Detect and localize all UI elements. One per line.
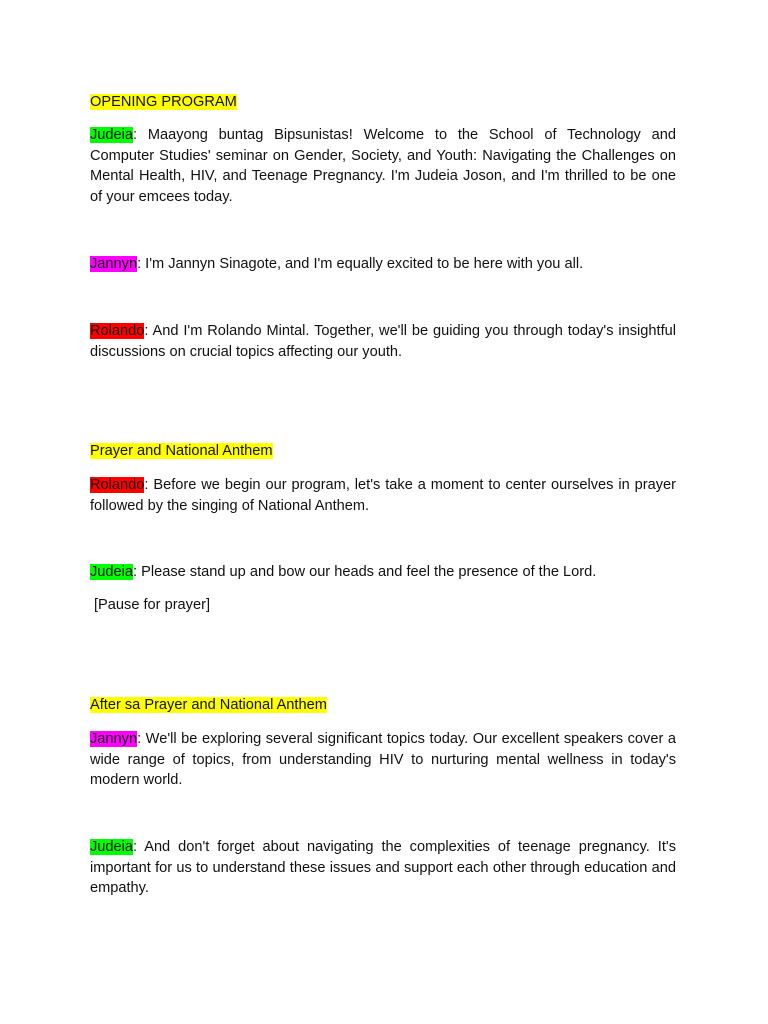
speaker-name-judeia: Judeia (90, 564, 134, 580)
dialogue-line-judeia-pregnancy (90, 837, 676, 899)
heading-highlight: OPENING PROGRAM (90, 94, 237, 110)
dialogue-line-jannyn-topics (90, 729, 676, 791)
dialogue-line-rolando-intro (90, 321, 676, 362)
dialogue-text: : Please stand up and bow our heads and feel the presence of the Lord. (133, 564, 597, 580)
dialogue-text: : And I'm Rolando Mintal. Together, we'll be guiding you through today's insightful discussions on crucial topics affecting our youth. (90, 323, 676, 360)
dialogue-text: : We'll be exploring several significant topics today. Our excellent speakers cover a wide range of topics, from understanding HIV to nurturing mental wellness in today's modern world. (90, 731, 676, 788)
dialogue-line-judeia-welcome (90, 125, 676, 207)
dialogue-text: : Maayong buntag Bipsunistas! Welcome to the School of Technology and Computer Studies' seminar on Gender, Society, and Youth: Navigating the Challenges on Mental Health, HIV, and Teenage Pregnancy. I'm Judeia Joson, and I'm thrilled to be one of your emcees today. (90, 127, 676, 205)
dialogue-text: : Before we begin our program, let's take a moment to center ourselves in prayer followed by the singing of National Anthem. (90, 477, 676, 514)
speaker-name-rolando: Rolando (90, 477, 145, 493)
speaker-name-rolando: Rolando (90, 323, 145, 339)
section-heading-after-prayer (90, 695, 676, 716)
speaker-name-jannyn: Jannyn (90, 731, 138, 747)
section-heading-opening-program (90, 92, 676, 113)
speaker-name-judeia: Judeia (90, 127, 134, 143)
section-heading-prayer (90, 441, 676, 462)
stage-direction-pause: [Pause for prayer] (94, 597, 210, 613)
speaker-name-judeia: Judeia (90, 839, 134, 855)
dialogue-line-jannyn-intro (90, 254, 676, 275)
heading-highlight: After sa Prayer and National Anthem (90, 697, 327, 713)
dialogue-text: : I'm Jannyn Sinagote, and I'm equally excited to be here with you all. (137, 256, 584, 272)
dialogue-line-rolando-prayer (90, 475, 676, 516)
dialogue-line-judeia-prayer (90, 562, 676, 583)
heading-highlight: Prayer and National Anthem (90, 443, 273, 459)
dialogue-text: : And don't forget about navigating the complexities of teenage pregnancy. It's important for us to understand these issues and support each other through education and empathy. (90, 839, 676, 896)
speaker-name-jannyn: Jannyn (90, 256, 138, 272)
